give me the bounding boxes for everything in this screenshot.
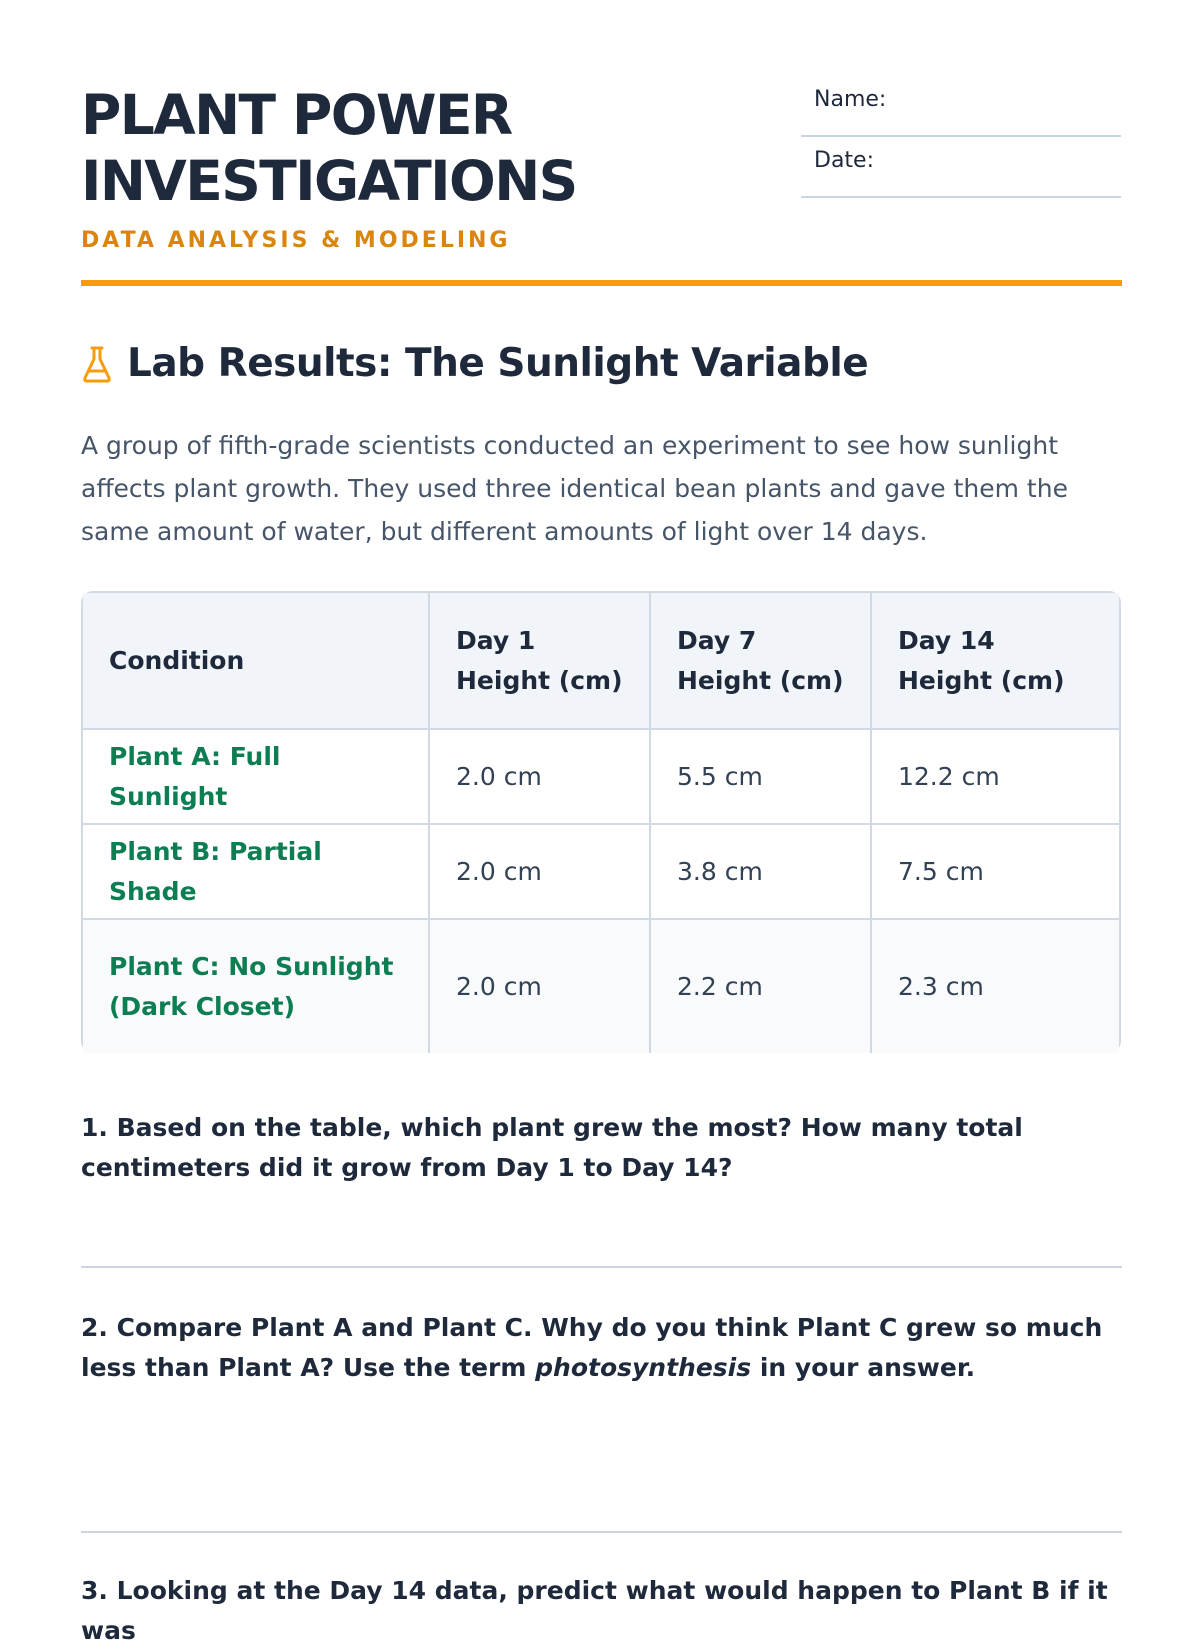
name-field[interactable] [801, 78, 1121, 137]
condition-cell: Plant C: No Sunlight (Dark Closet) [83, 919, 429, 1053]
condition-cell: Plant B: Partial Shade [83, 824, 429, 919]
table-row [83, 824, 1119, 919]
header-condition: Condition [83, 593, 429, 729]
page-title: PLANT POWER INVESTIGATIONS [81, 83, 577, 213]
intro-paragraph: A group of fifth-grade scientists conducted an experiment to see how sunlight affects plant growth. They used three identical bean plants and gave them the same amount of water, but different amounts of light over 14 days. [81, 431, 1068, 546]
name-date-fields [801, 78, 1121, 200]
results-table-grid [83, 593, 1119, 1053]
section-heading [81, 340, 868, 388]
answer-line-1[interactable] [81, 1266, 1122, 1268]
day14-cell: 7.5 cm [871, 824, 1119, 919]
section-title: Lab Results: The Sunlight Variable [127, 341, 869, 386]
header-divider [81, 280, 1122, 286]
day14-cell: 2.3 cm [898, 971, 984, 1001]
question-2 [81, 1308, 1121, 1388]
flask-icon [81, 345, 113, 383]
name-label: Name: [814, 87, 887, 112]
day7-cell: 3.8 cm [650, 824, 871, 919]
question-2-end: in your answer. [751, 1353, 976, 1382]
question-2-term: photosynthesis [535, 1353, 752, 1382]
results-table [81, 591, 1121, 1053]
question-3: 3. Looking at the Day 14 data, predict what would happen to Plant B if it was [81, 1576, 1108, 1645]
header-day1: Day 1 Height (cm) [429, 593, 650, 729]
question-2-text: 2. Compare Plant A and Plant C. Why do you think Plant C grew so much less than Plant A? Use the term [81, 1313, 1103, 1382]
table-row [83, 729, 1119, 824]
table-row [83, 919, 1119, 1053]
header-day7: Day 7 Height (cm) [650, 593, 871, 729]
day14-cell: 12.2 cm [871, 729, 1119, 824]
date-field[interactable] [801, 139, 1121, 198]
table-header-row [83, 593, 1119, 729]
day1-cell: 2.0 cm [429, 824, 650, 919]
condition-cell: Plant A: Full Sunlight [83, 729, 429, 824]
day7-cell: 5.5 cm [650, 729, 871, 824]
page-subtitle: DATA ANALYSIS & MODELING [81, 228, 511, 253]
question-1: 1. Based on the table, which plant grew the most? How many total centimeters did it grow from Day 1 to Day 14? [81, 1113, 1023, 1182]
day1-cell: 2.0 cm [429, 729, 650, 824]
day1-cell: 2.0 cm [429, 919, 650, 1053]
date-label: Date: [814, 148, 874, 173]
header-day14: Day 14 Height (cm) [871, 593, 1119, 729]
answer-line-2[interactable] [81, 1531, 1122, 1533]
day7-cell: 2.2 cm [650, 919, 871, 1053]
